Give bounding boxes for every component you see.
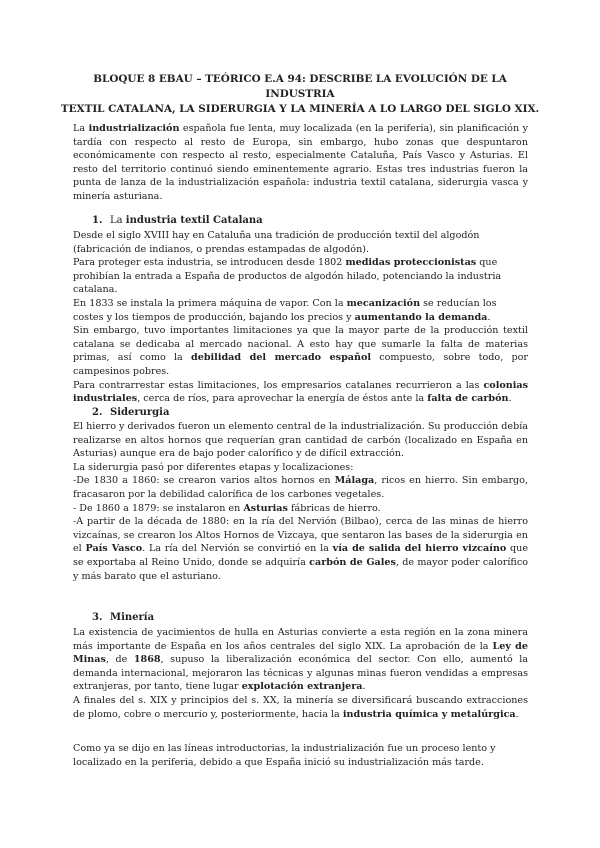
s2-paragraph-1: El hierro y derivados fueron un elemento central de la industrialización. Su producción debía realizarse en altos hornos que requerían gran cantidad de carbón (localizado en España en Asturias) aunque era de bajo poder calorífico y de difícil extracción. bbox=[73, 421, 529, 460]
section-1-heading: 1. La industria textil Catalana bbox=[92, 215, 263, 226]
title-line-1: BLOQUE 8 EBAU – TEÓRICO E.A 94: DESCRIBE LA EVOLUCIÓN DE LA INDUSTRIA bbox=[93, 73, 507, 100]
s3-paragraph-2: A finales del s. XIX y principios del s. XX, la minería se diversificará buscando extracciones de plomo, cobre o mercurio y, posteriormente, hacia la industria química y metalúrgica. bbox=[73, 694, 528, 720]
title-line-2: TEXTIL CATALANA, LA SIDERURGIA Y LA MINERÍA A LO LARGO DEL SIGLO XIX. bbox=[60, 103, 540, 115]
s1-paragraph-3: En 1833 se instala la primera máquina de vapor. Con la mecanización se reducían los costes y los tiempos de producción, bajando los precios y aumentando la demanda. bbox=[73, 297, 497, 323]
s2-paragraph-3: -De 1830 a 1860: se crearon varios altos hornos en Málaga, ricos en hierro. Sin embargo, fracasaron por la debilidad calorífica de los carbones vegetales. bbox=[73, 475, 528, 500]
s1-paragraph-4: Sin embargo, tuvo importantes limitaciones ya que la mayor parte de la producción textil catalana se dedicaba al mercado nacional. A esto hay que sumarle la falta de materias primas, así como la debilidad del mercado español compuesto, sobre todo, por campesinos pobres. bbox=[73, 325, 528, 377]
s3-paragraph-1: La existencia de yacimientos de hulla en Asturias convierte a esta región en la zona minera más importante de España en los años centrales del siglo XIX. La aprobación de la Ley de Minas, de 1868, supuso la liberalización económica del sector. Con ello, aumentó la demanda internacional, mejoraron las técnicas y algunas minas fueron vendidas a empresas extranjeras, por tanto, tiene lugar explotación extranjera. bbox=[73, 627, 529, 693]
s2-paragraph-2: La siderurgia pasó por diferentes etapas y localizaciones: bbox=[73, 461, 354, 473]
section-1-body bbox=[73, 229, 528, 406]
intro-paragraph: La industrialización española fue lenta, muy localizada (en la periferia), sin planificación y tardía con respecto al resto de Europa, sin embargo, hubo zonas que despuntaron económicamente con respecto al resto, especialmente Cataluña, País Vasco y Asturias. El resto del territorio continuó siendo eminentemente agrario. Estas tres industrias fueron la punta de lanza de la industrialización española: industria textil catalana, siderurgia vasca y minería asturiana. bbox=[73, 123, 528, 202]
s2-paragraph-4: - De 1860 a 1879: se instalaron en Asturias fábricas de hierro. bbox=[73, 502, 381, 514]
document-title bbox=[60, 72, 540, 117]
section-3-heading: 3. Minería bbox=[92, 612, 155, 623]
s1-paragraph-2: Para proteger esta industria, se introducen desde 1802 medidas proteccionistas que prohibían la entrada a España de productos de algodón hilado, potenciando la industria catalana. bbox=[73, 257, 502, 296]
section-2-heading: 2. Siderurgia bbox=[92, 407, 170, 418]
conclusion-paragraph: Como ya se dijo en las líneas introductorias, la industrialización fue un proceso lento y localizado en la periferia, debido a que España inició su industrialización más tarde. bbox=[73, 743, 496, 768]
s1-paragraph-1: Desde el siglo XVIII hay en Cataluña una tradición de producción textil del algodón (fabricación de indianos, o prendas estampadas de algodón). bbox=[73, 230, 480, 255]
section-3-body bbox=[73, 626, 528, 721]
s2-paragraph-5: -A partir de la década de 1880: en la ría del Nervión (Bilbao), cerca de las minas de hierro vizcaínas, se crearon los Altos Hornos de Vizcaya, que sentaron las bases de la siderurgia en el País Vasco. La ría del Nervión se convirtió en la vía de salida del hierro vizcaíno que se exportaba al Reino Unido, donde se adquiría carbón de Gales, de mayor poder calorífico y más barato que el asturiano. bbox=[73, 516, 528, 582]
s1-paragraph-5: Para contrarrestar estas limitaciones, los empresarios catalanes recurrieron a las colonias industriales, cerca de ríos, para aprovechar la energía de éstos ante la falta de carbón. bbox=[73, 379, 528, 405]
section-2-body bbox=[73, 420, 528, 583]
